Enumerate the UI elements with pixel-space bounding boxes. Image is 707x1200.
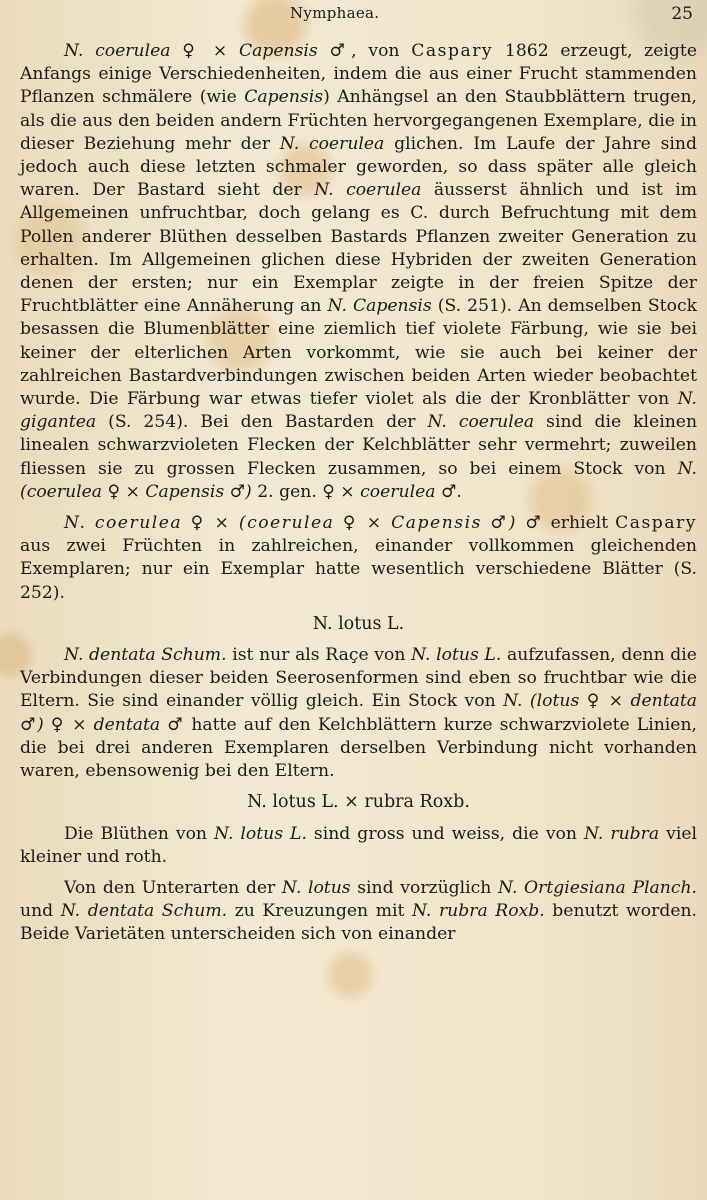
text: (S. 254). Bei den Bastarden der <box>96 412 428 433</box>
running-head: Nymphaea. <box>290 4 380 22</box>
taxon: ♀ × coerulea ♂ <box>322 481 457 502</box>
text: 2. gen. <box>251 481 323 502</box>
text: sind vorzüglich <box>350 877 498 898</box>
taxon: N. (lotus ♀ × dentata ♂) ♀ × dentata ♂ <box>20 691 697 735</box>
page-header <box>0 2 707 24</box>
text: aufzufassen, denn die Verbindungen dieser beiden Seerosenformen sind eben so fruchtbar wie die Eltern. Sie sind einander völlig gleich. Ein Stock von <box>20 645 697 712</box>
text: , von <box>351 41 412 61</box>
taxon: N. dentata Schum. <box>60 901 228 922</box>
taxon: N. rubra <box>583 823 660 844</box>
taxon: N. coerulea <box>314 180 422 201</box>
taxon: N. (coerulea ♀ × Capensis ♂) <box>20 458 697 502</box>
author-name: Caspary <box>615 513 697 534</box>
text: und <box>20 901 61 922</box>
text: äusserst ähnlich und ist im Allgemeinen unfruchtbar, doch gelang es C. durch Befruchtung mit dem Pollen anderer Blüthen desselben Bastards Pflanzen zweiter Generation zu erhalten. Im Allgemeinen glichen diese Hybriden der zweiten Generation denen der ersten; nur ein Exemplar zeigte in der freien Spitze der Fruchtblätter eine Annäherung an <box>20 180 697 317</box>
taxon: N. Ortgiesiana Planch. <box>498 877 697 898</box>
text: sind die kleinen linealen schwarzvioleten Flecken der Kelchblätter sehr vermehrt; zuweilen fliessen sie zu grossen Flecken zusammen, so bei einem Stock von <box>20 412 698 479</box>
paragraph-1 <box>20 40 697 504</box>
text: ist nur als Raçe von <box>226 645 412 666</box>
body-text <box>20 40 697 955</box>
taxon: N. coerulea <box>427 412 535 433</box>
author-name: Caspary <box>411 41 494 61</box>
text: ) Anhängsel an den Staubblättern trugen, als die aus den beiden andern Früchten hervorgegangenen Exemplare, die in dieser Beziehung mehr der <box>20 87 697 154</box>
taxon: N. coerulea <box>279 133 385 154</box>
taxon: N. Capensis <box>327 296 432 317</box>
taxon: Capensis <box>244 87 324 108</box>
taxon: N. rubra Roxb. <box>411 901 545 922</box>
text: erhielt <box>543 513 616 534</box>
paragraph-5 <box>20 877 697 947</box>
text: aus zwei Früchten in zahlreichen, einander vollkommen gleichenden Exemplaren; nur ein Exemplar hatte wesentlich verschiedene Blätter (S. 252). <box>20 536 697 603</box>
text: . <box>456 481 462 502</box>
taxon: N. dentata Schum. <box>64 645 227 666</box>
text: (S. 251). An demselben Stock besassen die Blumenblätter eine ziemlich tief violete Färbung, wie sie bei keiner der elterlichen Arten vorkommt, wie sie auch bei keiner der zahlreichen Bastardverbindungen zwischen beiden Arten wieder beobachtet wurde. Die Färbung war etwas tiefer violet als die der Kronblätter von <box>20 296 697 410</box>
taxon: N. lotus L. <box>411 645 502 666</box>
text: Die Blüthen von <box>64 823 214 844</box>
paragraph-2 <box>20 512 697 605</box>
taxon: N. lotus <box>281 877 351 898</box>
text: glichen. Im Laufe der Jahre sind jedoch auch diese letzten schmaler geworden, so dass später alle gleich waren. Der Bastard sieht der <box>20 133 697 201</box>
text: zu Kreuzungen mit <box>227 901 412 922</box>
text: hatte auf den Kelchblättern kurze schwarzviolete Linien, die bei drei anderen Exemplaren derselben Verbindung nicht vorhanden waren, ebensowenig bei den Eltern. <box>20 714 697 782</box>
taxon: N. gigantea <box>20 389 697 433</box>
paragraph-4 <box>20 823 697 869</box>
text: benutzt worden. Beide Varietäten unterscheiden sich von einander <box>20 901 698 945</box>
paragraph-3 <box>20 644 697 783</box>
text: sind gross und weiss, die von <box>306 823 584 844</box>
section-heading-lotus-rubra: N. lotus L. × rubra Roxb. <box>247 792 470 813</box>
taxon: N. lotus L. <box>214 823 307 844</box>
text: Von den Unterarten der <box>64 877 282 898</box>
section-heading-lotus: N. lotus L. <box>312 613 405 634</box>
taxon: N. coerulea ♀ × Capensis ♂ <box>64 41 352 61</box>
text: viel kleiner und roth. <box>20 823 697 867</box>
page-number: 25 <box>671 4 693 24</box>
taxon: N. coerulea ♀ × (coerulea ♀ × Capensis ♂) ♂ <box>64 513 544 534</box>
text: 1862 erzeugt, zeigte Anfangs einige Verschiedenheiten, indem die aus einer Frucht stammenden Pflanzen schmälere (wie <box>20 41 697 108</box>
